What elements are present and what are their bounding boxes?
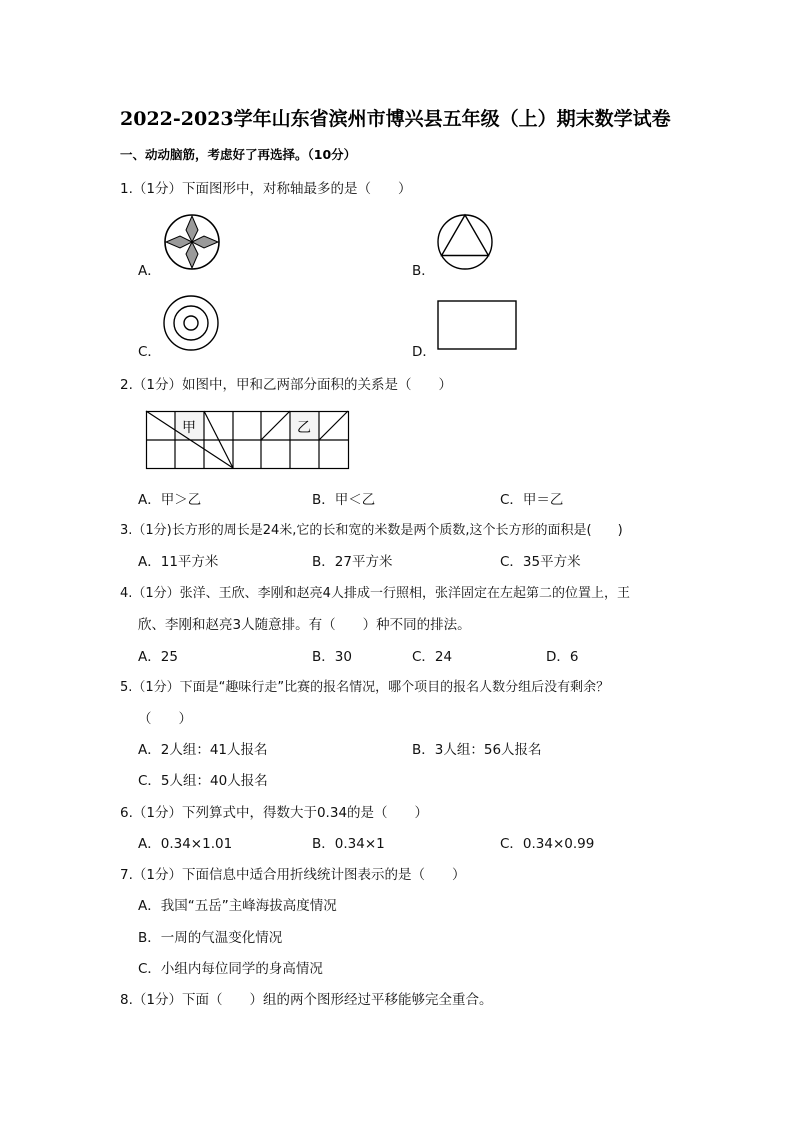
q2-grid-figure [146,411,350,470]
q7-option-a: A．我国“五岳”主峰海拔高度情况 [138,898,337,914]
q4-option-b: B．30 [312,649,352,665]
question-7-text: 7.（1分）下面信息中适合用折线统计图表示的是（ ） [120,867,466,883]
q6-option-a: A．0.34×1.01 [138,836,233,852]
q5-option-b: B．3人组：56人报名 [412,742,542,758]
question-4-text-line2: 欣、李刚和赵亮3人随意排。有（ ）种不同的排法。 [138,617,471,633]
q1-option-c-label: C． [138,344,161,360]
q7-option-c: C．小组内每位同学的身高情况 [138,961,323,977]
q1-option-b-label: B． [412,263,435,279]
q1-figure-a-circle-rhombus-icon [163,213,221,271]
q4-option-c: C．24 [412,649,453,665]
q1-option-a-label: A． [138,263,161,279]
page-title: 2022-2023学年山东省滨州市博兴县五年级（上）期末数学试卷 [120,108,671,130]
question-4-text-line1: 4.（1分）张洋、王欣、李刚和赵亮4人排成一行照相，张洋固定在左起第二的位置上，王 [120,586,630,601]
q3-option-b: B．27平方米 [312,554,393,570]
q4-option-d: D．6 [546,649,579,665]
q1-figure-d-rectangle-icon [437,300,518,351]
q2-label-jia: 甲 [182,420,196,436]
q4-option-a: A．25 [138,649,178,665]
question-2-text: 2.（1分）如图中，甲和乙两部分面积的关系是（ ） [120,377,452,393]
q3-option-c: C．35平方米 [500,554,581,570]
q6-option-c: C．0.34×0.99 [500,836,595,852]
question-1-text: 1.（1分）下面图形中，对称轴最多的是（ ） [120,181,412,197]
q2-option-a: A．甲＞乙 [138,492,202,508]
q7-option-b: B．一周的气温变化情况 [138,930,283,946]
q2-option-c: C．甲＝乙 [500,492,564,508]
question-5-text-line2: （ ） [138,711,192,727]
q3-option-a: A．11平方米 [138,554,219,570]
question-8-text: 8.（1分）下面（ ）组的两个图形经过平移能够完全重合。 [120,992,493,1008]
q6-option-b: B．0.34×1 [312,836,385,852]
q1-figure-b-circle-triangle-icon [437,214,493,270]
question-6-text: 6.（1分）下列算式中，得数大于0.34的是（ ） [120,805,429,821]
q2-label-yi: 乙 [297,420,311,436]
section-heading: 一、动动脑筋，考虑好了再选择。（10分） [120,147,357,162]
q5-option-a: A．2人组：41人报名 [138,742,268,758]
question-3-text: 3.（1分)长方形的周长是24米,它的长和宽的米数是两个质数,这个长方形的面积是( ) [120,523,623,538]
question-5-text-line1: 5.（1分）下面是“趣味行走”比赛的报名情况，哪个项目的报名人数分组后没有剩余？ [120,680,610,695]
q5-option-c: C．5人组：40人报名 [138,773,268,789]
q1-figure-c-concentric-circles-icon [162,294,220,352]
q1-option-d-label: D． [412,344,436,360]
q2-option-b: B．甲＜乙 [312,492,376,508]
